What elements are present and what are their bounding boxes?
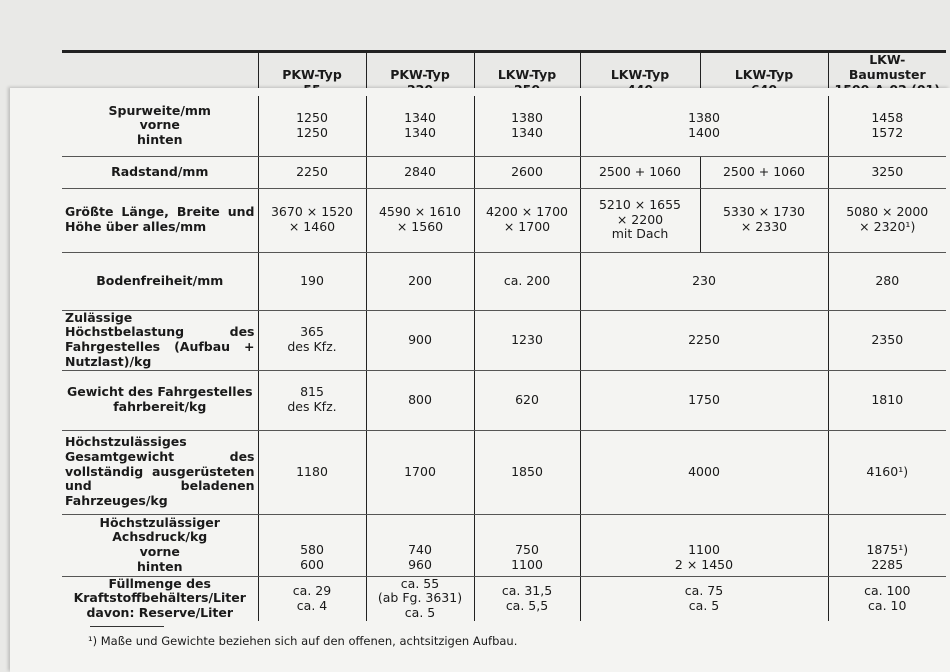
cell: 750 1100 — [474, 514, 580, 576]
cell: ca. 31,5 ca. 5,5 — [474, 576, 580, 621]
cell: 1380 1340 — [474, 96, 580, 156]
cell: 3670 × 1520 × 1460 — [258, 188, 366, 252]
cell: 1230 — [474, 310, 580, 370]
spec-table-body — [62, 96, 946, 621]
cell: 1850 — [474, 430, 580, 514]
table-row — [62, 96, 946, 156]
table-row — [62, 310, 946, 370]
table-row — [62, 514, 946, 576]
cell: 580 600 — [258, 514, 366, 576]
row-label-groesse: Größte Länge, Breite und Höhe über alles/mm — [62, 188, 258, 252]
cell: 5330 × 1730 × 2330 — [700, 188, 828, 252]
table-row — [62, 370, 946, 430]
cell: ca. 55 (ab Fg. 3631) ca. 5 — [366, 576, 474, 621]
cell: 1340 1340 — [366, 96, 474, 156]
row-label-gesamtgewicht: Höchstzulässiges Gesamtgewicht des vollständig ausgerüsteten und beladenen Fahrzeuges/kg — [62, 430, 258, 514]
table-row — [62, 576, 946, 621]
cell: 2350 — [828, 310, 946, 370]
cell: 1750 — [580, 370, 828, 430]
row-label-bodenfreiheit: Bodenfreiheit/mm — [62, 252, 258, 310]
table-row — [62, 188, 946, 252]
cell: 4160¹) — [828, 430, 946, 514]
cell: 1875¹) 2285 — [828, 514, 946, 576]
cell: 4000 — [580, 430, 828, 514]
cell: 2840 — [366, 156, 474, 188]
footnote: ¹) Maße und Gewichte beziehen sich auf den offenen, achtsitzigen Aufbau. — [88, 634, 518, 648]
header-pkw-220: PKW-Typ — [366, 52, 474, 100]
cell: 1250 1250 — [258, 96, 366, 156]
header-lkw-640: LKW-Typ — [700, 52, 828, 100]
cell: 1180 — [258, 430, 366, 514]
cell: 230 — [580, 252, 828, 310]
cell: 5080 × 2000 × 2320¹) — [828, 188, 946, 252]
row-label-spurweite: Spurweite/mm vorne hinten — [62, 96, 258, 156]
cell: ca. 100 ca. 10 — [828, 576, 946, 621]
cell: 2250 — [580, 310, 828, 370]
cell: 200 — [366, 252, 474, 310]
row-label-hoechstbelastung: Zulässige Höchstbelastung des Fahrgestelles (Aufbau + Nutzlast)/kg — [62, 310, 258, 370]
header-lkw-1500: LKW-Baumuster — [828, 52, 946, 100]
cell: 1700 — [366, 430, 474, 514]
cell: 1100 2 × 1450 — [580, 514, 828, 576]
cell: 2250 — [258, 156, 366, 188]
cell: 365 des Kfz. — [258, 310, 366, 370]
cell: 620 — [474, 370, 580, 430]
cell: 740 960 — [366, 514, 474, 576]
cell: 3250 — [828, 156, 946, 188]
cell: ca. 200 — [474, 252, 580, 310]
row-label-gewicht: Gewicht des Fahrgestelles fahrbereit/kg — [62, 370, 258, 430]
header-lkw-250: LKW-Typ — [474, 52, 580, 100]
cell: 2500 + 1060 — [700, 156, 828, 188]
cell: 280 — [828, 252, 946, 310]
cell: 2600 — [474, 156, 580, 188]
cell: 4590 × 1610 × 1560 — [366, 188, 474, 252]
row-label-fuellmenge: Füllmenge des Kraftstoffbehälters/Liter davon: Reserve/Liter — [73, 575, 246, 620]
table-row — [62, 156, 946, 188]
header-lkw-440: LKW-Typ — [580, 52, 700, 100]
cell: ca. 75 ca. 5 — [580, 576, 828, 621]
table-row — [62, 430, 946, 514]
cell: 190 — [258, 252, 366, 310]
cell: 2500 + 1060 — [580, 156, 700, 188]
cell: 900 — [366, 310, 474, 370]
cell: 1458 1572 — [828, 96, 946, 156]
table-row — [62, 252, 946, 310]
cell: 800 — [366, 370, 474, 430]
cell: 4200 × 1700 × 1700 — [474, 188, 580, 252]
cell: 1380 1400 — [580, 96, 828, 156]
footnote-rule — [90, 626, 164, 627]
row-label-radstand: Radstand/mm — [62, 156, 258, 188]
cell: 1810 — [828, 370, 946, 430]
cell: 5210 × 1655 × 2200 mit Dach — [580, 188, 700, 252]
header-pkw-55: PKW-Typ — [258, 52, 366, 100]
cell: 815 des Kfz. — [258, 370, 366, 430]
row-label-achsdruck: Höchstzulässiger Achsdruck/kg vorne hinten — [62, 514, 258, 576]
cell: ca. 29 ca. 4 — [258, 576, 366, 621]
